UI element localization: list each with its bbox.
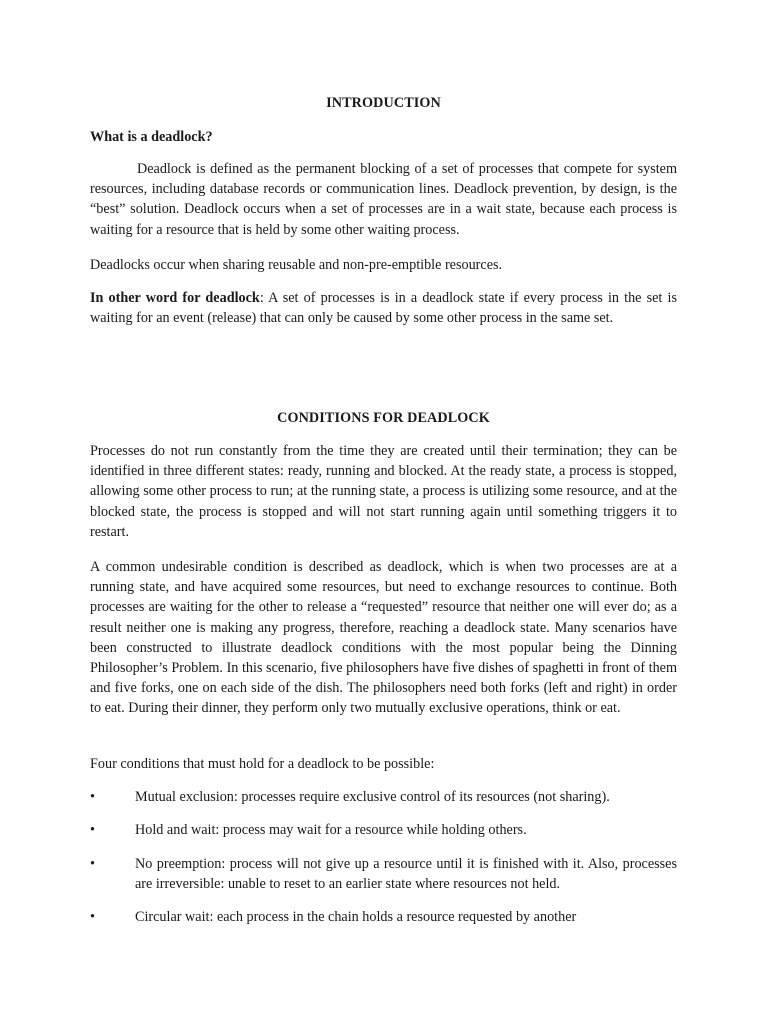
what-is-deadlock-subheading: What is a deadlock? [90,129,213,145]
other-word-label: In other word for deadlock [90,290,260,306]
four-conditions-intro: Four conditions that must hold for a deadlock to be possible: [90,756,435,772]
bullet-text: Hold and wait: process may wait for a resource while holding others. [135,822,527,838]
deadlock-occurrence-paragraph: Deadlocks occur when sharing reusable and non-pre-emptible resources. [90,257,503,273]
bullet-text: No preemption: process will not give up a resource until it is finished with it. Also, processes are irreversible: unable to reset to an earlier state where resources not held. [135,856,677,893]
bullet-icon: • [90,909,95,925]
conditions-heading: CONDITIONS FOR DEADLOCK [277,410,490,426]
process-states-paragraph: Processes do not run constantly from the time they are created until their termination; they can be identified in three different states: ready, running and blocked. At the ready state, a process is stopped, allowing some other process to run; at the running state, a process is utilizing some resource, and at the blocked state, the process is stopped and will not start running again until something triggers it to restart. [90,443,677,540]
bullet-text: Mutual exclusion: processes require exclusive control of its resources (not sharing). [135,789,610,805]
bullet-icon: • [90,789,95,805]
other-word-paragraph [90,288,677,328]
bullet-icon: • [90,822,95,838]
deadlock-definition-paragraph: Deadlock is defined as the permanent blocking of a set of processes that compete for system resources, including database records or communication lines. Deadlock prevention, by design, is the “best” solution. Deadlock occurs when a set of processes are in a wait state, because each process is waiting for a resource that is held by some other waiting process. [90,161,677,238]
deadlock-description-paragraph: A common undesirable condition is described as deadlock, which is when two processes are at a running state, and have acquired some resources, but need to exchange resources to continue. Both processes are waiting for the other to release a “requested” resource that neither one will ever do; as a result neither one is making any progress, therefore, reaching a deadlock state. Many scenarios have been constructed to illustrate deadlock conditions with the most popular being the Dinning Philosopher’s Problem. In this scenario, five philosophers have five dishes of spaghetti in front of them and five forks, one on each side of the dish. The philosophers need both forks (left and right) in order to eat. During their dinner, they perform only two mutually exclusive operations, think or eat. [90,559,677,717]
bullet-icon: • [90,856,95,872]
other-word-text: : A set of processes is in a deadlock state if every process in the set is waiting for an event (release) that can only be caused by some other process in the same set. [90,290,677,327]
introduction-heading: INTRODUCTION [326,95,441,111]
bullet-text: Circular wait: each process in the chain holds a resource requested by another [135,909,577,925]
